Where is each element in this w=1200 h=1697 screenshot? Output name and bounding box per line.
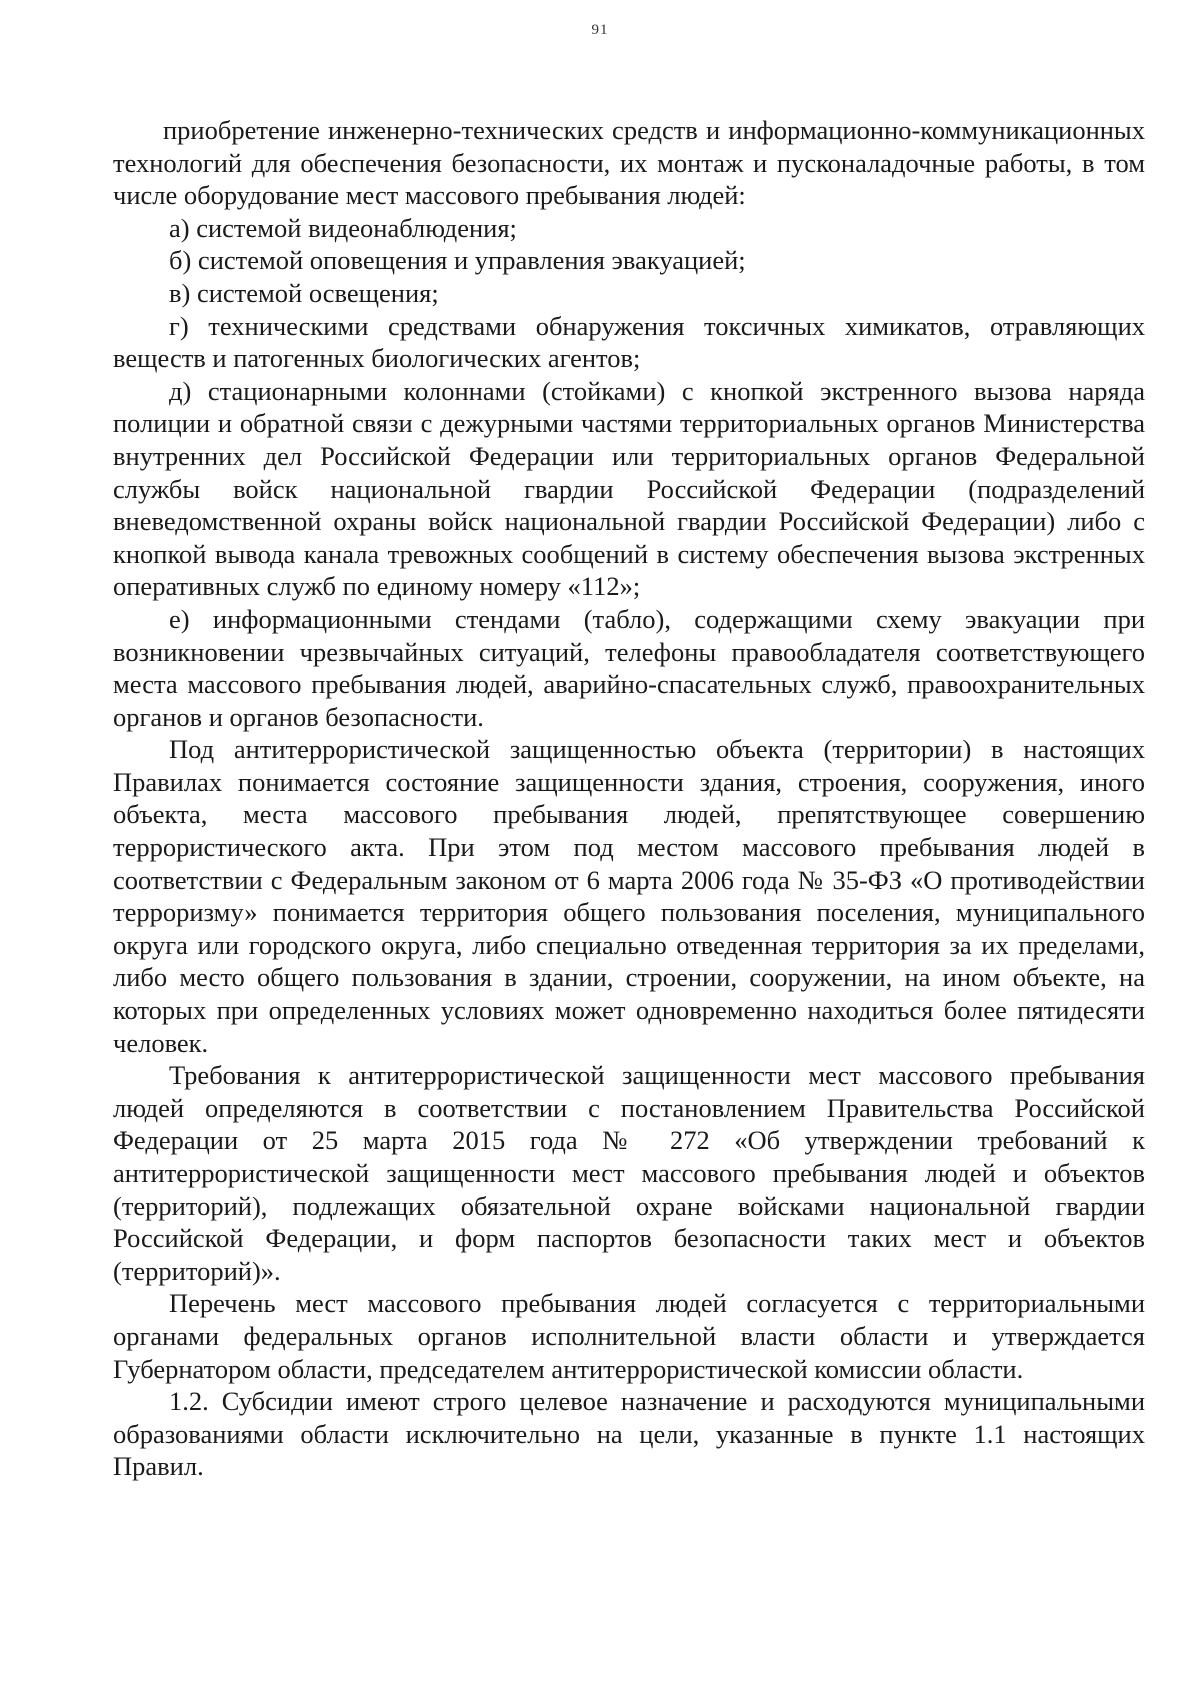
list-item-a: а) системой видеонаблюдения; — [169, 212, 517, 243]
list-item-e: е) информационными стендами (табло), содержащими схему эвакуации при возникновении чрезвычайных ситуаций, телефоны правообладателя соответствующего места массового пребывания людей, аварийно-спасательных служб, правоохранительных органов и органов безопасности. — [113, 603, 1145, 732]
paragraph-intro: приобретение инженерно-технических средств и информационно-коммуникационных технологий для обеспечения безопасности, их монтаж и пусконаладочные работы, в том числе оборудование мест массового пребывания людей: — [113, 115, 1145, 211]
list-item-g: г) техническими средствами обнаружения токсичных химикатов, отравляющих веществ и патогенных биологических агентов; — [113, 310, 1145, 374]
list-item-v: в) системой освещения; — [169, 277, 439, 308]
document-body — [113, 114, 1145, 1483]
page-number: 91 — [591, 22, 609, 38]
paragraph-clause-1-2: 1.2. Субсидии имеют строго целевое назначение и расходуются муниципальными образованиями области исключительно на цели, указанные в пункте 1.1 настоящих Правил. — [113, 1386, 1145, 1482]
paragraph-list-approval: Перечень мест массового пребывания людей согласуется с территориальными органами федеральных органов исполнительной власти области и утверждается Губернатором области, председателем антитеррористической комиссии области. — [113, 1288, 1145, 1384]
paragraph-definition: Под антитеррористической защищенностью объекта (территории) в настоящих Правилах понимается состояние защищенности здания, строения, сооружения, иного объекта, места массового пребывания людей, препятствующее совершению террористического акта. При этом под местом массового пребывания людей в соответствии с Федеральным законом от 6 марта 2006 года № 35-ФЗ «О противодействии терроризму» понимается территория общего пользования поселения, муниципального округа или городского округа, либо специально отведенная территория за их пределами, либо место общего пользования в здании, строении, сооружении, на ином объекте, на которых при определенных условиях может одновременно находиться более пятидесяти человек. — [113, 734, 1145, 1058]
paragraph-requirements: Требования к антитеррористической защищенности мест массового пребывания людей определяются в соответствии с постановлением Правительства Российской Федерации от 25 марта 2015 года № 272 «Об утверждении требований к антитеррористической защищенности мест массового пребывания людей и объектов (территорий), подлежащих обязательной охране войсками национальной гвардии Российской Федерации, и форм паспортов безопасности таких мест и объектов (территорий)». — [113, 1060, 1145, 1286]
list-item-d: д) стационарными колоннами (стойками) с кнопкой экстренного вызова наряда полиции и обратной связи с дежурными частями территориальных органов Министерства внутренних дел Российской Федерации или территориальных органов Федеральной службы войск национальной гвардии Российской Федерации (подразделений вневедомственной охраны войск национальной гвардии Российской Федерации) либо с кнопкой вывода канала тревожных сообщений в систему обеспечения вызова экстренных оперативных служб по единому номеру «112»; — [113, 375, 1145, 602]
list-item-b: б) системой оповещения и управления эвакуацией; — [169, 245, 746, 276]
